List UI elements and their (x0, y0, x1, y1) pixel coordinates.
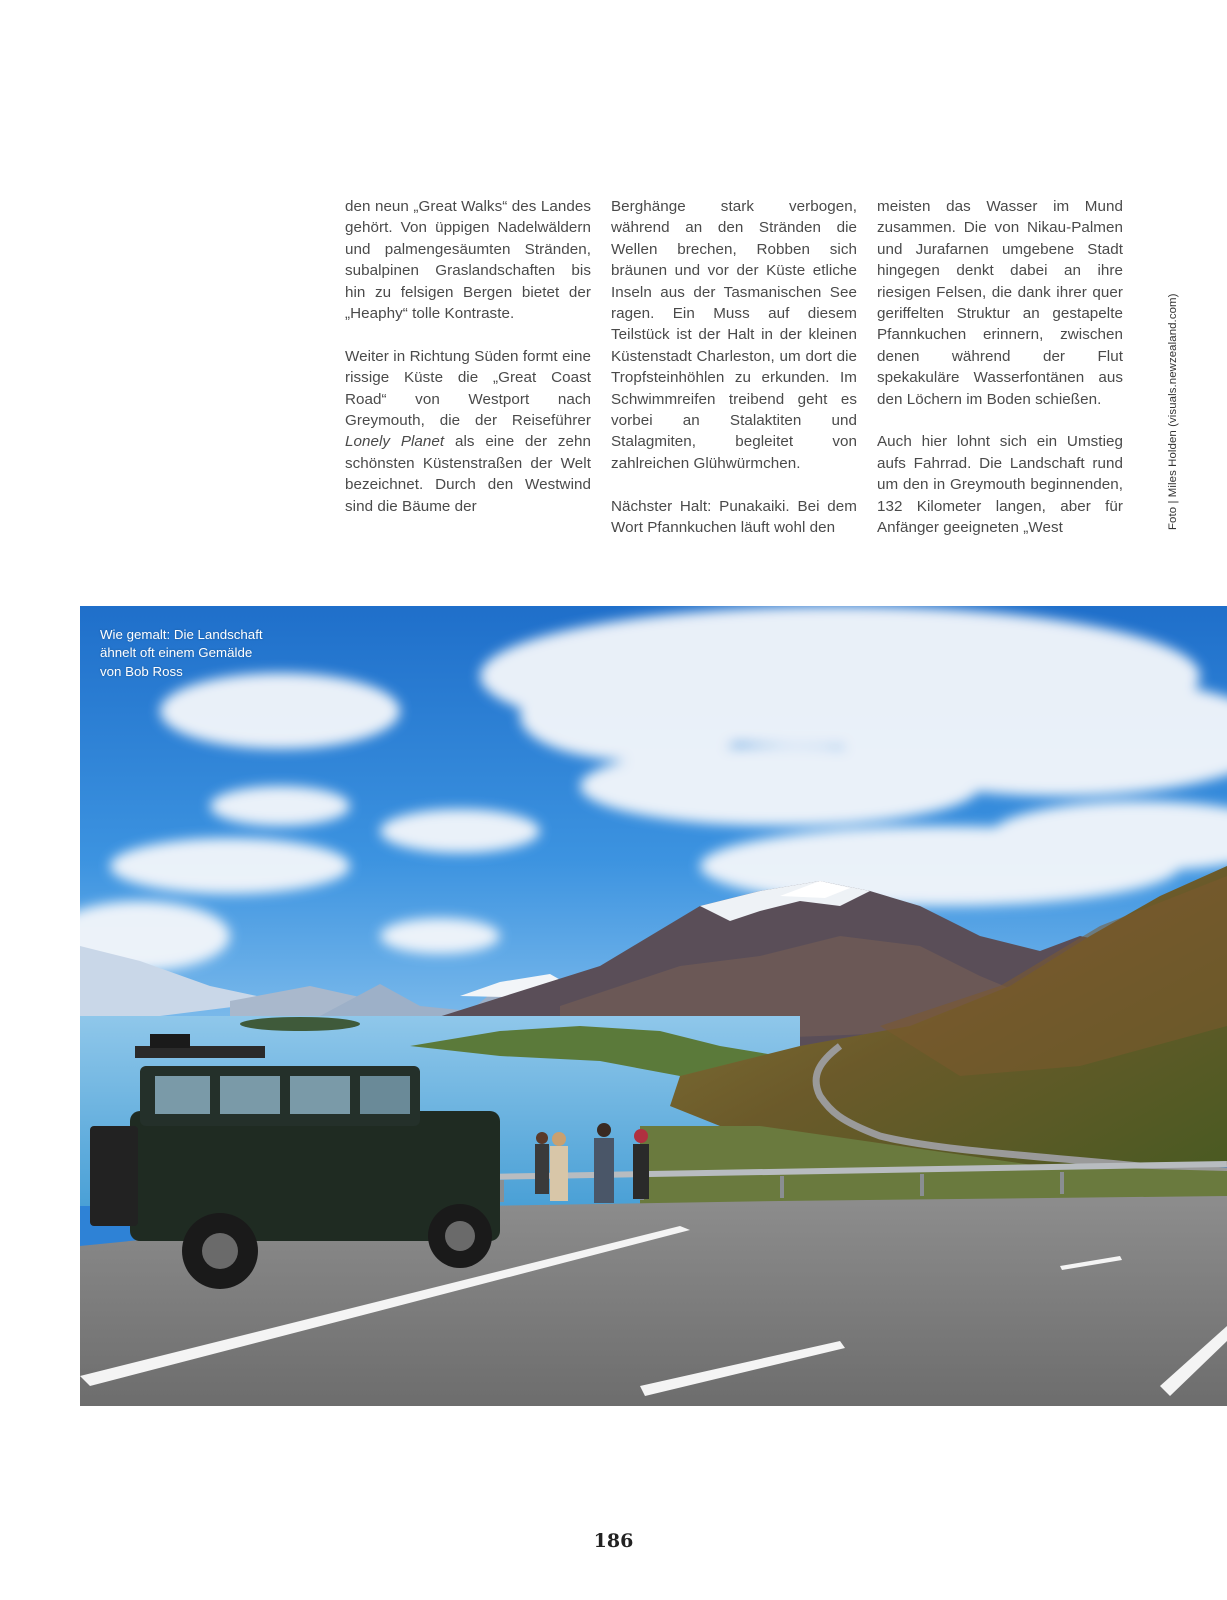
text-run: Weiter in Richtung Süden formt eine rissige Küste die „Great Coast Road“ von Westport nach Greymouth, die der Reiseführer (345, 347, 591, 430)
paragraph: Nächster Halt: Punakaiki. Bei dem Wort Pfannkuchen läuft wohl den (611, 497, 857, 537)
caption-line: ähnelt oft einem Gemälde (100, 645, 253, 661)
caption-line: Wie gemalt: Die Landschaft (100, 627, 263, 642)
island (240, 1017, 360, 1031)
paragraph: Auch hier lohnt sich ein Umstieg aufs Fahrrad. Die Landschaft rund um den in Greymouth beginnenden, 132 Kilometer langen, aber für Anfänger geeigneten „West (877, 433, 1123, 537)
caption-line: von Bob Ross (100, 663, 183, 679)
paragraph: meisten das Wasser im Mund zusammen. Die von Nikau-Palmen und Jurafarnen umgebene Stadt hingegen denkt dabei an ihre riesigen Felsen, die dank ihrer quer geriffelten Struktur an gestapelte Pfannkuchen erinnern, zwischen denen während der Flut spekakuläre Wasserfontänen aus den Löchern im Boden schießen. (877, 198, 1123, 408)
photo-caption (100, 626, 300, 681)
paragraph: Berghänge stark verbogen, während an den Stränden die Wellen brechen, Robben sich bräunen und vor der Küste etliche Inseln aus der Tasmanischen See ragen. Ein Muss auf diesem Teilstück ist der Halt in der kleinen Küstenstadt Charleston, um dort die Tropfsteinhöhlen zu erkunden. Im Schwimmreifen treibend geht es vorbei an Stalaktiten und Stalagmiten, begleitet von zahlreichen Glühwürmchen. (611, 198, 857, 472)
landscape-illustration (80, 606, 1227, 1406)
paragraph (345, 346, 591, 517)
text-run: als eine der zehn schönsten Küstenstraßen der Welt bezeichnet. Durch den Westwind sind die Bäume der (345, 433, 592, 515)
page-number: 186 (593, 1530, 634, 1552)
book-title: Lonely Planet (345, 433, 445, 451)
article-column-3 (877, 196, 1123, 538)
article-column-2 (611, 196, 857, 538)
article-column-1 (345, 196, 591, 517)
paragraph: den neun „Great Walks“ des Landes gehört. Von üppigen Nadelwäldern und palmengesäumten Stränden, subalpinen Graslandschaften bis hin zu felsigen Bergen bietet der „Heaphy“ tolle Kontraste. (345, 198, 591, 323)
photo-credit: Foto | Miles Holden (visuals.newzealand.com) (1167, 293, 1179, 530)
landscape-photo (80, 606, 1227, 1406)
